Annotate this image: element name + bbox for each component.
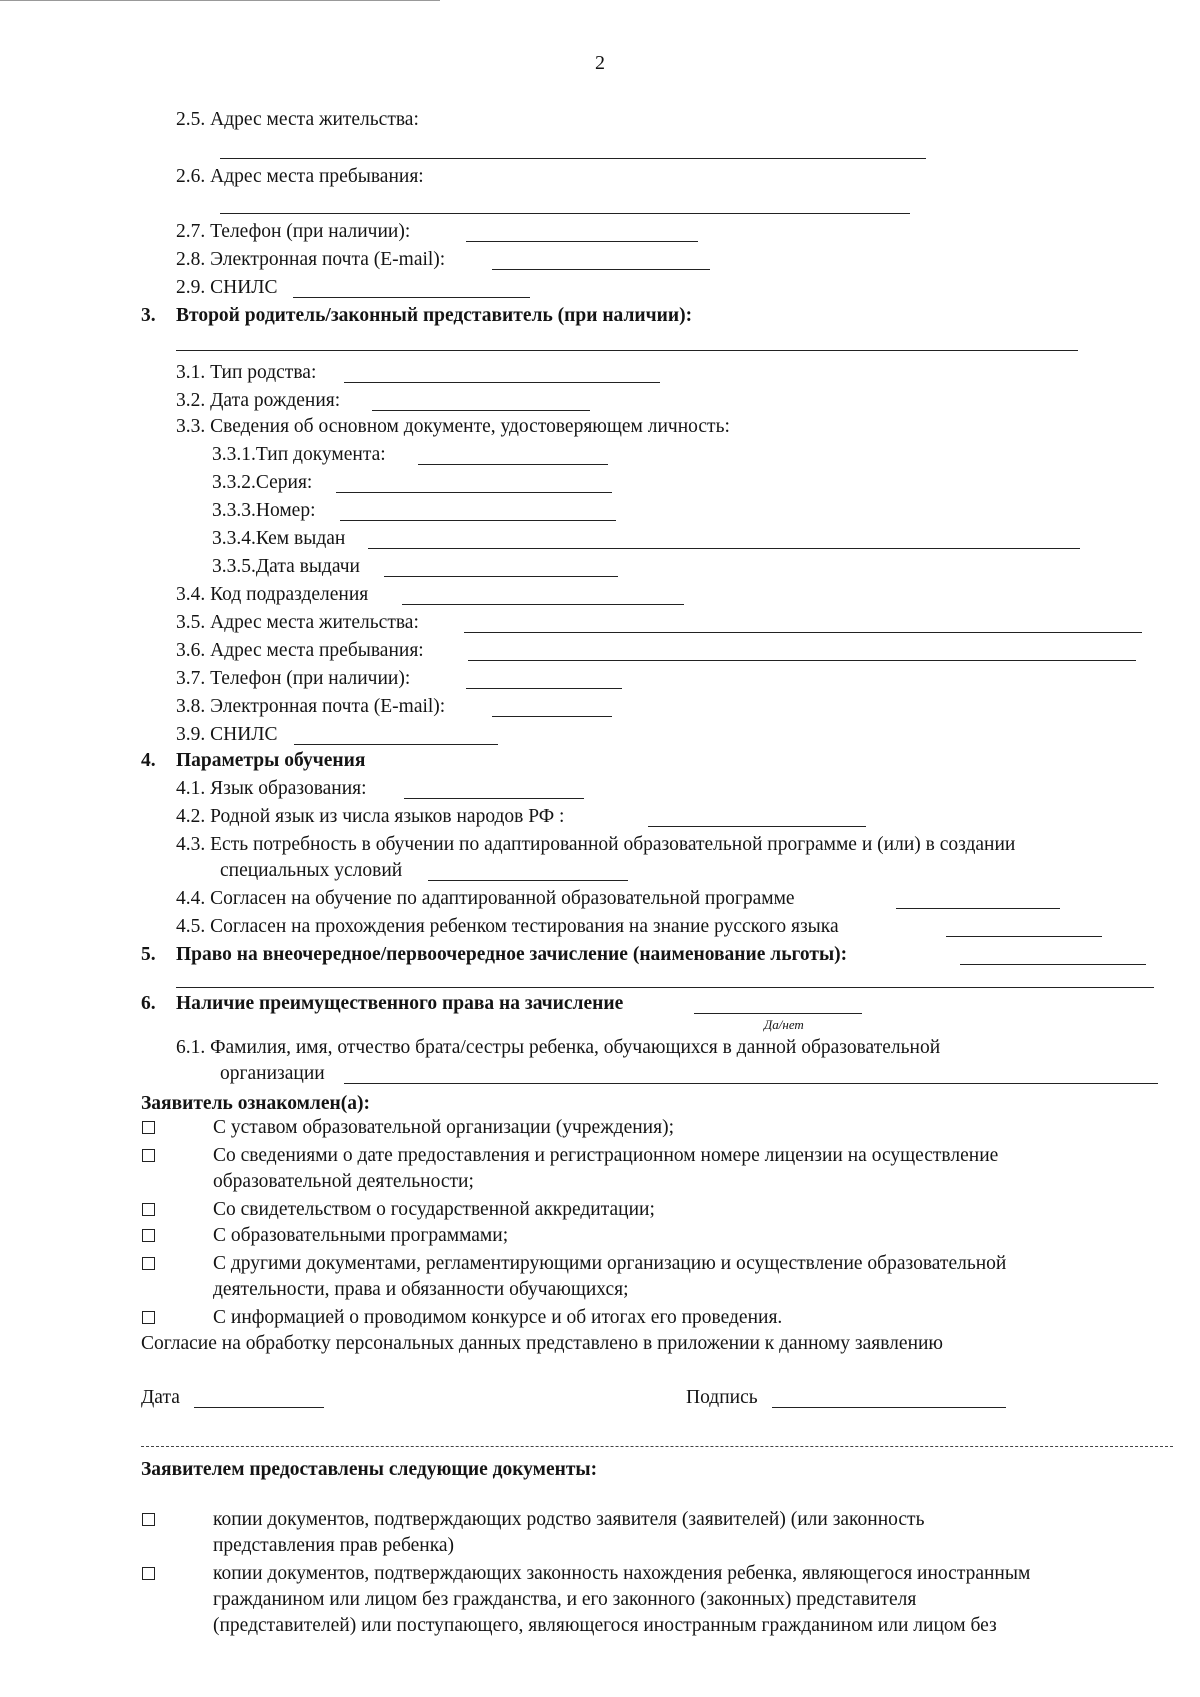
section-6-line[interactable] [694,1013,862,1014]
field-3-3-label: 3.3. Сведения об основном документе, удостоверяющем личность: [176,416,730,437]
field-2-7-line[interactable] [466,241,698,242]
field-3-4-line[interactable] [402,604,684,605]
scan-top-edge [0,0,440,1]
field-2-9-line[interactable] [293,297,530,298]
docs-title: Заявителем предоставлены следующие документы: [141,1459,598,1480]
ack-item-charter: С уставом образовательной организации (учреждения); [213,1117,675,1138]
field-2-6-line[interactable] [220,213,910,214]
cut-line [141,1446,1173,1447]
date-label: Дата [141,1387,180,1408]
doc-checkbox-kinship[interactable] [142,1513,155,1526]
field-2-7-label: 2.7. Телефон (при наличии): [176,221,411,242]
field-3-6-line[interactable] [468,660,1136,661]
ack-checkbox-contest[interactable] [142,1311,155,1324]
field-3-3-5-label: 3.3.5.Дата выдачи [212,556,360,577]
field-4-1-label: 4.1. Язык образования: [176,778,367,799]
section-4-number: 4. [141,750,156,771]
ack-item-accreditation: Со свидетельством о государственной аккредитации; [213,1199,655,1220]
field-3-6-label: 3.6. Адрес места пребывания: [176,640,424,661]
field-3-3-4-line[interactable] [368,548,1080,549]
ack-item-other-docs-cont: деятельности, права и обязанности обучающихся; [213,1279,629,1300]
field-6-1-label: 6.1. Фамилия, имя, отчество брата/сестры ребенка, обучающихся в данной образовательной [176,1037,941,1058]
section-6-number: 6. [141,993,156,1014]
section-5-number: 5. [141,944,156,965]
field-3-1-line[interactable] [344,382,660,383]
ack-item-programs: С образовательными программами; [213,1225,509,1246]
field-3-3-3-label: 3.3.3.Номер: [212,500,316,521]
section-5-title: Право на внеочередное/первоочередное зачисление (наименование льготы): [176,944,848,965]
ack-item-license-cont: образовательной деятельности; [213,1171,474,1192]
section-6-title: Наличие преимущественного права на зачисление [176,993,624,1014]
field-4-4-label: 4.4. Согласен на обучение по адаптированной образовательной программе [176,888,795,909]
section-3-title: Второй родитель/законный представитель (при наличии): [176,305,693,326]
field-3-3-4-label: 3.3.4.Кем выдан [212,528,346,549]
field-2-6-label: 2.6. Адрес места пребывания: [176,166,424,187]
field-3-7-line[interactable] [466,688,622,689]
doc-item-kinship-cont: представления прав ребенка) [213,1535,455,1556]
field-3-3-5-line[interactable] [384,576,618,577]
signature-label: Подпись [686,1387,758,1408]
doc-item-legal-stay-cont2: (представителей) или поступающего, являющегося иностранным гражданином или лицом без [213,1615,997,1636]
field-3-3-2-label: 3.3.2.Серия: [212,472,313,493]
section-5-line-b[interactable] [176,987,1154,988]
section-6-hint: Да/нет [764,1017,804,1032]
field-3-8-label: 3.8. Электронная почта (E-mail): [176,696,446,717]
field-4-5-line[interactable] [946,936,1102,937]
doc-item-kinship: копии документов, подтверждающих родство заявителя (заявителей) (или законность [213,1509,925,1530]
field-3-5-label: 3.5. Адрес места жительства: [176,612,419,633]
field-3-9-label: 3.9. СНИЛС [176,724,278,745]
field-2-5-line[interactable] [220,158,926,159]
consent-note: Согласие на обработку персональных данных представлено в приложении к данному заявлению [141,1333,944,1354]
field-6-1-line[interactable] [344,1083,1158,1084]
ack-checkbox-other-docs[interactable] [142,1257,155,1270]
field-3-3-1-label: 3.3.1.Тип документа: [212,444,386,465]
ack-item-contest: С информацией о проводимом конкурсе и об итогах его проведения. [213,1307,783,1328]
field-3-2-label: 3.2. Дата рождения: [176,390,341,411]
field-3-1-label: 3.1. Тип родства: [176,362,317,383]
field-2-8-line[interactable] [492,269,710,270]
field-2-9-label: 2.9. СНИЛС [176,277,278,298]
field-3-2-line[interactable] [372,410,590,411]
doc-checkbox-legal-stay[interactable] [142,1567,155,1580]
section-5-line-a[interactable] [960,964,1146,965]
field-3-5-line[interactable] [464,632,1142,633]
ack-item-other-docs: С другими документами, регламентирующими организацию и осуществление образовательной [213,1253,1007,1274]
field-3-4-label: 3.4. Код подразделения [176,584,369,605]
field-4-2-label: 4.2. Родной язык из числа языков народов РФ : [176,806,565,827]
ack-checkbox-license[interactable] [142,1149,155,1162]
field-3-9-line[interactable] [294,744,498,745]
field-3-3-1-line[interactable] [418,464,608,465]
field-2-8-label: 2.8. Электронная почта (E-mail): [176,249,446,270]
field-4-3-line[interactable] [428,880,628,881]
field-4-3-label-cont: специальных условий [220,860,403,881]
signature-line[interactable] [772,1407,1006,1408]
field-2-5-label: 2.5. Адрес места жительства: [176,109,419,130]
field-4-4-line[interactable] [896,908,1060,909]
field-4-2-line[interactable] [648,826,866,827]
ack-checkbox-charter[interactable] [142,1121,155,1134]
field-6-1-label-cont: организации [220,1063,325,1084]
section-4-title: Параметры обучения [176,750,366,771]
ack-item-license: Со сведениями о дате предоставления и регистрационном номере лицензии на осуществление [213,1145,999,1166]
field-4-5-label: 4.5. Согласен на прохождения ребенком тестирования на знание русского языка [176,916,839,937]
page-number: 2 [595,52,605,74]
section-3-number: 3. [141,305,156,326]
field-3-3-3-line[interactable] [340,520,616,521]
doc-item-legal-stay-cont1: гражданином или лицом без гражданства, и его законного (законных) представителя [213,1589,917,1610]
ack-checkbox-accreditation[interactable] [142,1203,155,1216]
date-line[interactable] [194,1407,324,1408]
ack-checkbox-programs[interactable] [142,1229,155,1242]
field-4-3-label: 4.3. Есть потребность в обучении по адаптированной образовательной программе и (или) в создании [176,834,1016,855]
field-3-3-2-line[interactable] [336,492,612,493]
field-3-8-line[interactable] [492,716,612,717]
doc-item-legal-stay: копии документов, подтверждающих законность нахождения ребенка, являющегося иностранным [213,1563,1031,1584]
field-3-7-label: 3.7. Телефон (при наличии): [176,668,411,689]
section-3-line[interactable] [176,350,1078,351]
field-4-1-line[interactable] [404,798,584,799]
ack-title: Заявитель ознакомлен(а): [141,1093,370,1114]
